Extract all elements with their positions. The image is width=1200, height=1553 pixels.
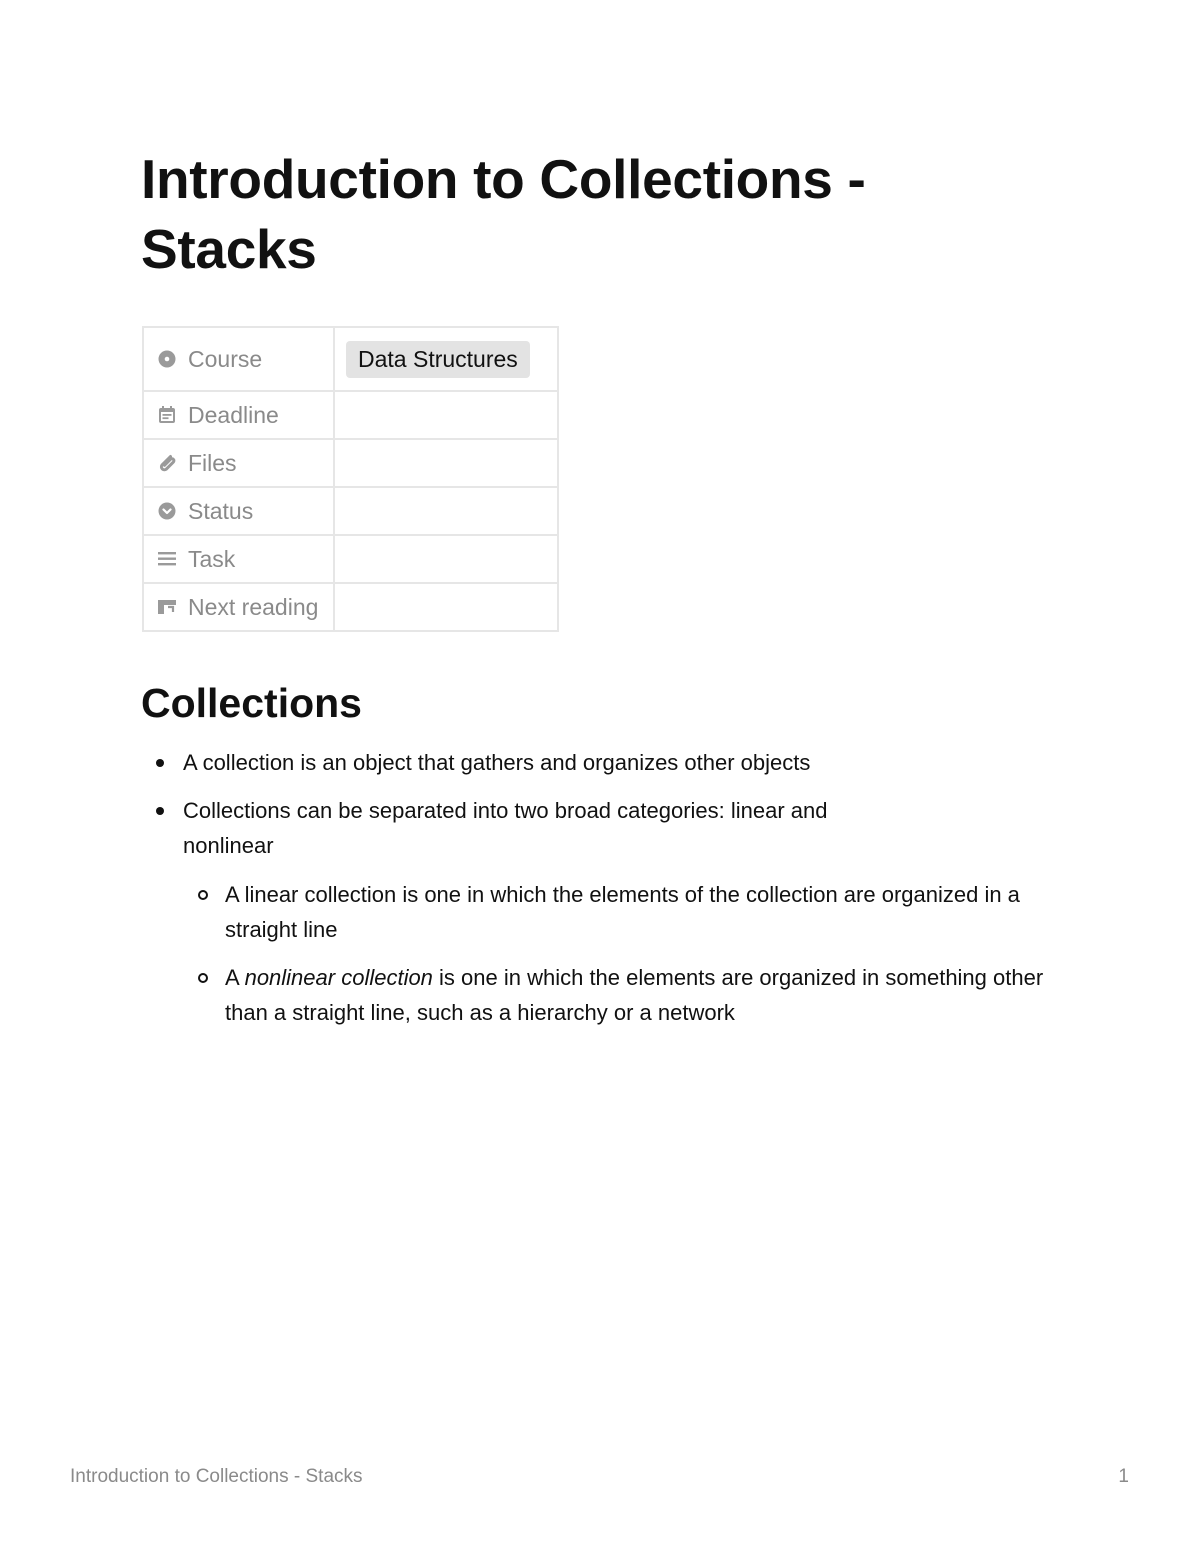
nested-bullet-list bbox=[183, 877, 1081, 1030]
property-label: Task bbox=[188, 545, 236, 572]
list-item-prefix: A bbox=[225, 965, 245, 990]
page-number: 1 bbox=[1118, 1466, 1129, 1487]
property-key bbox=[143, 327, 334, 391]
property-label: Files bbox=[188, 449, 237, 476]
property-label: Course bbox=[188, 345, 263, 372]
paperclip-icon bbox=[156, 452, 178, 474]
property-value[interactable] bbox=[334, 535, 558, 583]
property-row-next-reading bbox=[143, 583, 558, 631]
nested-list-item bbox=[183, 960, 1075, 1030]
property-label: Next reading bbox=[188, 593, 319, 620]
list-item bbox=[141, 793, 1081, 1030]
property-row-course bbox=[143, 327, 558, 391]
bullet-list bbox=[141, 745, 1081, 1043]
property-key bbox=[143, 535, 334, 583]
property-row-status bbox=[143, 487, 558, 535]
property-label: Deadline bbox=[188, 401, 279, 428]
list-item-text: A linear collection is one in which the elements of the collection are organized in a straight line bbox=[225, 882, 1020, 942]
list-item-suffix: is one in which the elements are organized in something other than a straight line, such as a hierarchy or a network bbox=[225, 965, 1044, 1025]
property-row-files bbox=[143, 439, 558, 487]
hollow-bullet-icon bbox=[198, 973, 208, 983]
list-item-text: Collections can be separated into two broad categories: linear and nonlinear bbox=[183, 798, 828, 858]
property-row-deadline bbox=[143, 391, 558, 439]
calendar-icon bbox=[156, 404, 178, 426]
bullet-icon bbox=[156, 759, 164, 767]
property-value[interactable] bbox=[334, 439, 558, 487]
property-value[interactable] bbox=[334, 487, 558, 535]
circle-tag-icon bbox=[156, 348, 178, 370]
status-icon bbox=[156, 500, 178, 522]
property-label: Status bbox=[188, 497, 254, 524]
property-value[interactable] bbox=[334, 583, 558, 631]
property-value[interactable] bbox=[334, 391, 558, 439]
list-item-text: A collection is an object that gathers and organizes other objects bbox=[183, 750, 811, 775]
property-key bbox=[143, 487, 334, 535]
section-heading: Collections bbox=[141, 680, 362, 726]
property-row-task bbox=[143, 535, 558, 583]
page-title: Introduction to Collections - Stacks bbox=[141, 148, 866, 280]
property-key bbox=[143, 391, 334, 439]
property-key bbox=[143, 439, 334, 487]
properties-table bbox=[142, 326, 559, 632]
nested-list-item bbox=[183, 877, 1075, 947]
footer-title: Introduction to Collections - Stacks bbox=[70, 1466, 363, 1487]
relation-icon bbox=[156, 596, 178, 618]
bullet-icon bbox=[156, 807, 164, 815]
property-value[interactable] bbox=[334, 327, 558, 391]
emphasized-term: nonlinear collection bbox=[244, 965, 433, 990]
list-item bbox=[141, 745, 1081, 780]
text-lines-icon bbox=[156, 548, 178, 570]
property-key bbox=[143, 583, 334, 631]
course-tag[interactable]: Data Structures bbox=[346, 341, 530, 378]
hollow-bullet-icon bbox=[198, 890, 208, 900]
